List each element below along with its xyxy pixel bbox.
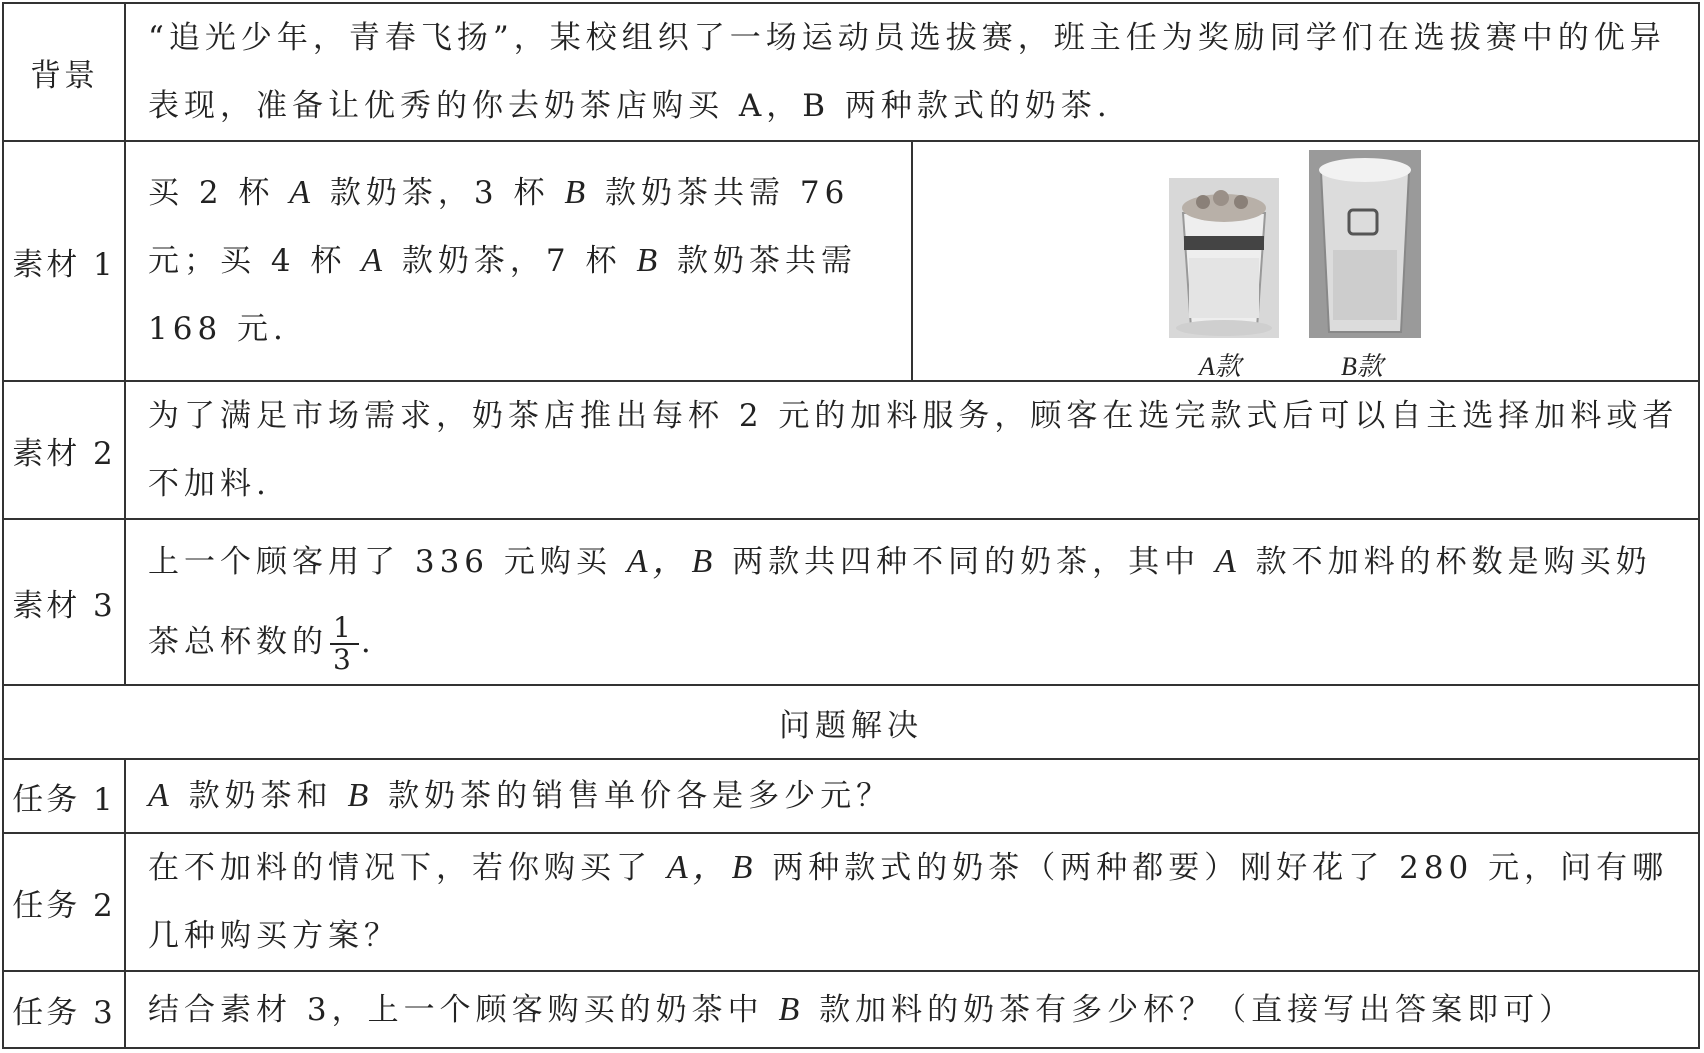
t1-text-b: 款奶茶的销售单价各是多少元？: [373, 778, 893, 814]
m3-text-a: 上一个顾客用了 336 元购买: [148, 544, 627, 580]
label-task2: 任务 2: [3, 833, 125, 971]
row-task3: [3, 971, 1699, 1048]
t1-var-b: B: [347, 777, 374, 814]
m3-text-c: 款不加料的杯数是购买奶茶总杯数的: [148, 544, 1652, 660]
t2-var-ab: A，B: [666, 849, 758, 886]
row-background: [3, 3, 1699, 141]
row-material2: [3, 381, 1699, 519]
label-task1: 任务 1: [3, 759, 125, 833]
row-material3: [3, 519, 1699, 685]
t1-var-a: A: [148, 777, 174, 814]
t3-text-b: 款加料的奶茶有多少杯？（直接写出答案即可）: [804, 991, 1576, 1028]
m1-text-c: 款奶茶共需 76 元；买 4 杯: [148, 175, 850, 279]
m1-text-e: 款奶茶共需 168 元.: [148, 243, 858, 347]
label-material3: 素材 3: [3, 519, 125, 685]
m1-var-b1: B: [564, 174, 591, 211]
t1-text-a: 款奶茶和: [173, 778, 348, 814]
t2-text-a: 在不加料的情况下，若你购买了: [148, 850, 667, 886]
text-material1: [125, 141, 912, 381]
m3-text-d: .: [360, 624, 376, 660]
label-material2: 素材 2: [3, 381, 125, 519]
t2-text-b: 两种款式的奶茶（两种都要）刚好花了 280 元，问有哪几种购买方案？: [148, 850, 1669, 954]
row-task1: [3, 759, 1699, 833]
m1-var-a2: A: [361, 242, 388, 279]
text-task3: [125, 971, 1699, 1048]
m1-text-b: 款奶茶，3 杯: [315, 175, 565, 211]
section-title: 问题解决: [3, 685, 1699, 759]
milk-tea-images: [913, 142, 1698, 380]
fraction-one-third: [330, 610, 359, 676]
text-background: “追光少年，青春飞扬”，某校组织了一场运动员选拔赛，班主任为奖励同学们在选拔赛中的优异表现，准备让优秀的你去奶茶店购买 A，B 两种款式的奶茶.: [125, 3, 1699, 141]
row-task2: [3, 833, 1699, 971]
label-background: 背景: [3, 3, 125, 141]
milk-tea-b-image: [1309, 150, 1421, 338]
m3-text-b: 两款共四种不同的奶茶，其中: [717, 544, 1215, 580]
t3-text-a: 结合素材 3，上一个顾客购买的奶茶中: [148, 991, 779, 1028]
task-table: [2, 2, 1700, 1049]
label-material1: 素材 1: [3, 141, 125, 381]
t3-var-b: B: [778, 990, 805, 1028]
text-task1: [125, 759, 1699, 833]
caption-a: A款: [1199, 352, 1241, 381]
m1-text-a: 买 2 杯: [148, 175, 290, 211]
m3-var-ab: A，B: [626, 543, 718, 580]
text-material3: [125, 519, 1699, 685]
milk-tea-a-image: [1169, 178, 1279, 338]
label-task3: 任务 3: [3, 971, 125, 1048]
m3-var-a: A: [1215, 543, 1241, 580]
text-task2: [125, 833, 1699, 971]
row-material1: [3, 141, 1699, 381]
fraction-denominator: 3: [333, 642, 356, 676]
m1-var-a1: A: [289, 174, 316, 211]
text-material2: 为了满足市场需求，奶茶店推出每杯 2 元的加料服务，顾客在选完款式后可以自主选择加料或者不加料.: [125, 381, 1699, 519]
caption-b: B款: [1341, 352, 1383, 381]
m1-text-d: 款奶茶，7 杯: [387, 243, 637, 279]
row-section: [3, 685, 1699, 759]
material1-image-cell: [912, 141, 1699, 381]
fraction-numerator: 1: [330, 613, 359, 645]
m1-var-b2: B: [636, 242, 663, 279]
